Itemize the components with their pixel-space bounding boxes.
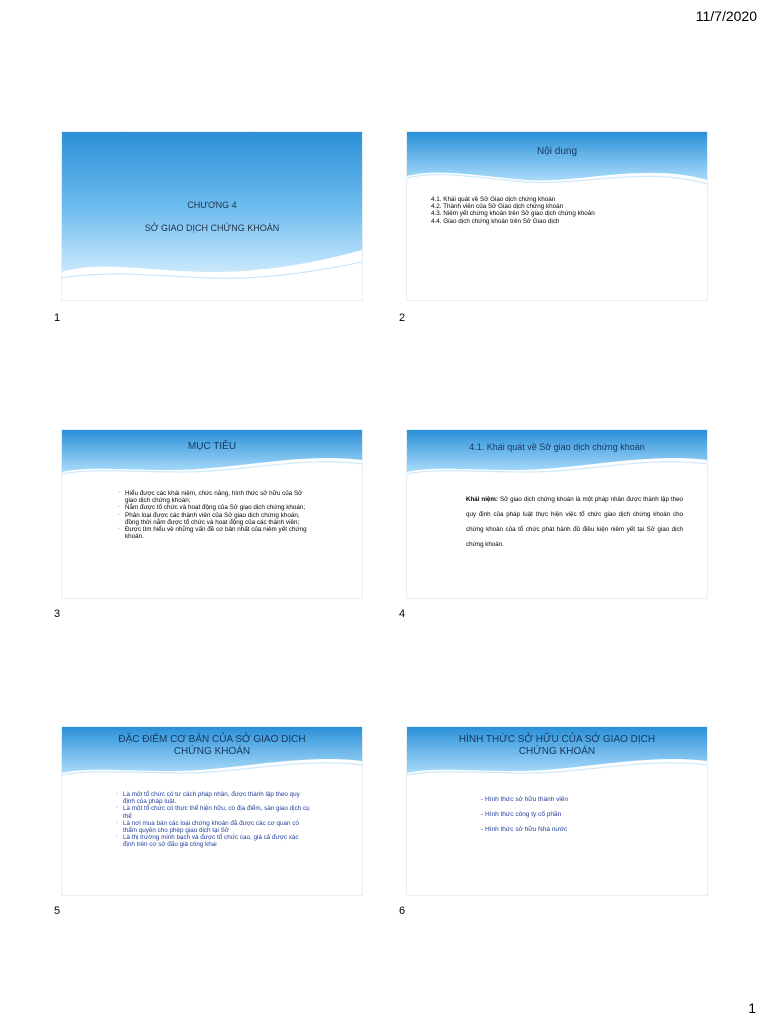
list-item: ▫ Hiểu được các khái niệm, chức năng, hình thức sở hữu của Sở giao dịch chứng khoán; xyxy=(118,490,308,504)
list-item: 4.4. Giao dịch chứng khoán trên Sở Giao dịch xyxy=(431,217,560,225)
list-item: ▫ Phân loại được các thành viên của Sở giao dịch chứng khoán, đồng thời nắm được tổ chức và hoạt động của các thành viên; xyxy=(118,512,308,526)
definition-term: Khái niệm: xyxy=(466,496,498,503)
slide-title: 4.1. Khái quát về Sở giao dịch chứng khoán xyxy=(469,442,645,452)
list-item: 4.3. Niêm yết chứng khoán trên Sở giao dịch chứng khoán xyxy=(431,210,595,218)
slide-title-line-2: CHỨNG KHOÁN xyxy=(518,746,596,757)
list-item: - Hình thức công ty cổ phần xyxy=(481,811,562,818)
slide-number-3: 3 xyxy=(54,608,61,620)
list-item: ▫ Là nơi mua bán các loại chứng khoán đã được các cơ quan có thẩm quyền cho phép giao dịch tại Sở xyxy=(116,820,312,834)
list-item: - Hình thức sở hữu thành viên xyxy=(481,796,569,803)
list-item: ▫ Là một tổ chức có tư cách pháp nhân, được thành lập theo quy định của pháp luật. xyxy=(116,791,312,805)
list-item: ▫ Là một tổ chức có thực thể hiện hữu, có địa điểm, sàn giao dịch cụ thể xyxy=(116,805,312,819)
slide-5 xyxy=(62,727,362,895)
list-item: 4.2. Thành viên của Sở Giao dịch chứng khoán xyxy=(431,203,564,211)
slide-header-band xyxy=(407,430,707,480)
slide-number-5: 5 xyxy=(54,905,61,917)
slide-title-line-1: ĐẶC ĐIỂM CƠ BẢN CỦA SỞ GIAO DỊCH xyxy=(118,734,306,745)
page-number: 1 xyxy=(748,1000,756,1016)
list-item: - Hình thức sở hữu Nhà nước xyxy=(481,826,568,833)
slide-number-2: 2 xyxy=(399,312,406,324)
contents-list xyxy=(431,196,691,225)
list-item: ▫ Nắm được tổ chức và hoạt động của Sở giao dịch chứng khoán; xyxy=(118,504,308,511)
slide-number-4: 4 xyxy=(399,608,406,620)
slide-header-band xyxy=(407,727,707,779)
slide-6 xyxy=(407,727,707,895)
slide-number-1: 1 xyxy=(54,312,61,324)
objectives-list xyxy=(118,490,308,540)
slide-header-band xyxy=(62,727,362,779)
slide-header-band xyxy=(62,430,362,480)
chapter-title: CHƯƠNG 4 xyxy=(187,200,237,210)
slide-title-line-2: CHỨNG KHOÁN xyxy=(173,746,251,757)
slide-header-band xyxy=(407,132,707,192)
list-item: 4.1. Khái quát về Sở Giao dịch chứng khoán xyxy=(431,196,556,203)
list-item: ▫ Là thị trường minh bạch và được tổ chức cao, giá cả được xác định trên cơ sở đấu giá công khai xyxy=(116,834,312,848)
slide-title: Nội dung xyxy=(536,146,578,157)
definition-paragraph xyxy=(466,492,683,552)
slide-3 xyxy=(62,430,362,598)
print-date: 11/7/2020 xyxy=(695,8,757,24)
chapter-subtitle: SỞ GIAO DỊCH CHỨNG KHOÁN xyxy=(144,223,280,233)
slide-title-line-1: HÌNH THỨC SỞ HỮU CỦA SỞ GIAO DỊCH xyxy=(458,734,656,745)
slide-4 xyxy=(407,430,707,598)
ownership-forms-list xyxy=(481,792,681,837)
features-list xyxy=(116,791,312,849)
slide-number-6: 6 xyxy=(399,905,406,917)
slide-2 xyxy=(407,132,707,300)
slide-title-background xyxy=(62,132,362,300)
slide-title: MỤC TIÊU xyxy=(187,441,237,452)
slide-1 xyxy=(62,132,362,300)
definition-text: Sở giao dịch chứng khoán là một pháp nhân được thành lập theo quy định của pháp luật thực hiện việc tổ chức giao dịch chứng khoán cho chứng khoán của tổ chức phát hành đủ điều kiện niêm yết tại Sở giao dịch chứng khoán. xyxy=(466,496,683,548)
list-item: ▫ Được tìm hiểu về những vấn đề cơ bản nhất của niêm yết chứng khoán. xyxy=(118,526,308,540)
